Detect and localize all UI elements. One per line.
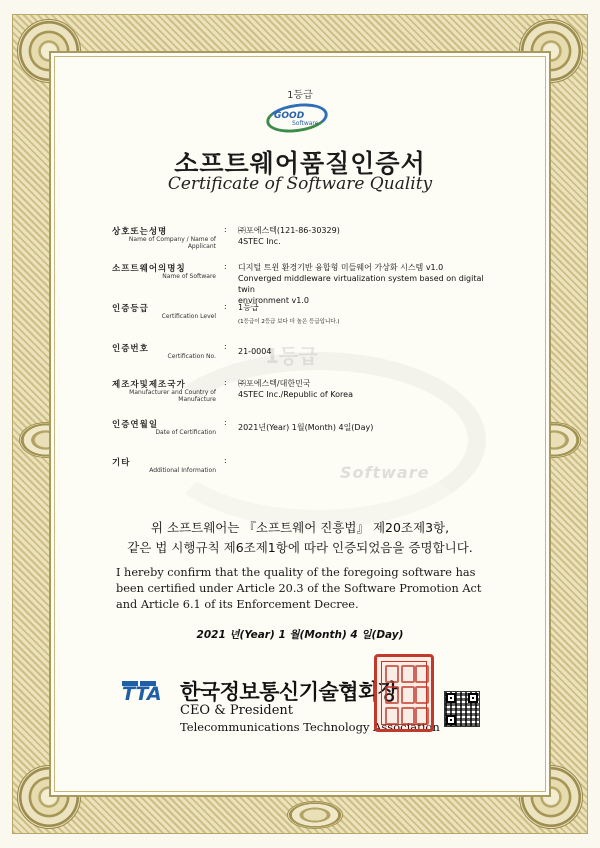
certification-level-top: 1등급 — [287, 90, 313, 101]
certificate-page: 1등급 Software 1등급 GOOD Software 소프트웨어품질인증서 Certificate of Software Quality 상호또는성명 Name of Company / Name of Applicant : ㈜포에스텍(121-86-30329) 4STEC Inc. 소프트웨어의명칭 Name of Software : 디지털 트윈 환경기반 융합형 미들웨어 가상화 시스템 v1.0 Converged middleware virtualization system based on digital twin environment v1.0 인증등급 Certification Level : 1등급 (1등급이 2등급 보다 더 높은 등급입니다.) 인증번호 Certification No. : 21-0004 제조자및제조국가 Manufacturer and Country of Manufacture : ㈜포에스텍/대한민국 4STEC Inc./Republic of Korea 인증연월일 Date of Certification : 2021년(Year) 1월(Month) 4일(Day) 기타 Additional Information : 위 소프트웨어는 『소프트웨어 진흥법』 제20조제3항, 같은 법 시행규칙 제6조제1항에 따라 인증되었음을 증명합니다. I hereby confirm that the quality of the foregoing software has been certified under Article 20.3 of the Software Promotion Act and Article 6.1 of its Enforcement Decree. 2021 년(Year) 1 월(Month) 4 일(Day) TTA 한국정보통신기술협회장 CEO & President Telecommunications Technology Association — [0, 0, 600, 848]
value-line: environment v1.0 — [238, 296, 309, 305]
statement-line: 같은 법 시행규칙 제6조제1항에 따라 인증되었음을 증명합니다. — [127, 540, 473, 555]
field-value — [238, 422, 488, 433]
value-line: 1등급 — [238, 303, 259, 312]
official-seal-icon — [374, 654, 434, 732]
field-label-en: Certification Level — [161, 313, 216, 320]
watermark-level: 1등급 — [265, 344, 318, 368]
field-label-en: Date of Certification — [155, 429, 216, 436]
level-note: (1등급이 2등급 보다 더 높은 등급입니다.) — [238, 319, 340, 325]
statement-korean — [70, 518, 530, 558]
field-label-ko: 제조자및제조국가 — [112, 380, 186, 390]
watermark-software: Software — [340, 463, 430, 482]
value-line: 4STEC Inc./Republic of Korea — [238, 390, 353, 399]
logo-sub: Software — [292, 120, 319, 127]
logo-word: GOOD — [274, 111, 305, 121]
field-value — [238, 225, 488, 247]
field-label-en: Additional Information — [149, 467, 216, 474]
field-label-ko: 인증번호 — [112, 344, 149, 354]
field-label-ko: 인증연월일 — [112, 420, 159, 430]
field-value — [238, 378, 488, 400]
value-line: 4STEC Inc. — [238, 237, 281, 246]
value-line: ㈜포에스텍(121-86-30329) — [238, 226, 340, 235]
field-label-ko: 소프트웨어의명칭 — [112, 264, 186, 274]
issuer-title: CEO & President — [180, 703, 294, 718]
qr-code-icon — [444, 691, 480, 727]
tta-logo-icon — [120, 679, 176, 707]
value-line: 디지털 트윈 환경기반 융합형 미들웨어 가상화 시스템 v1.0 — [238, 263, 444, 272]
good-software-logo-icon — [266, 104, 330, 134]
field-label-en: Name of Software — [162, 273, 216, 280]
field-label-en: Manufacturer and Country of Manufacture — [129, 389, 216, 403]
value-line: 21-0004 — [238, 347, 272, 356]
field-value — [238, 262, 488, 306]
value-line: ㈜포에스텍/대한민국 — [238, 379, 311, 388]
field-value — [238, 302, 488, 328]
field-value — [238, 346, 488, 357]
field-label-ko: 상호또는성명 — [112, 227, 168, 237]
field-label-en: Certification No. — [167, 353, 216, 360]
issue-date: 2021 년(Year) 1 월(Month) 4 일(Day) — [196, 629, 404, 641]
title-english: Certificate of Software Quality — [167, 174, 433, 194]
issuer-name-korean: 한국정보통신기술협회장 — [180, 680, 398, 704]
statement-line: 위 소프트웨어는 『소프트웨어 진흥법』 제20조제3항, — [150, 520, 450, 535]
tta-logo-text: TTA — [122, 683, 162, 705]
value-line: 2021년(Year) 1월(Month) 4일(Day) — [238, 423, 374, 432]
title-korean: 소프트웨어품질인증서 — [174, 149, 426, 178]
bottom-ornament-icon — [287, 801, 343, 829]
field-label-ko: 인증등급 — [112, 304, 149, 314]
field-label-en: Name of Company / Name of Applicant — [128, 236, 216, 250]
value-line: Converged middleware virtualization system based on digital twin — [238, 274, 484, 294]
issuer-name-english: Telecommunications Technology Association — [180, 720, 440, 734]
field-label-ko: 기타 — [112, 458, 131, 468]
statement-english: I hereby confirm that the quality of the foregoing software has been certified under Article 20.3 of the Software Promotion Act and Article 6.1 of its Enforcement Decree. — [116, 566, 482, 611]
